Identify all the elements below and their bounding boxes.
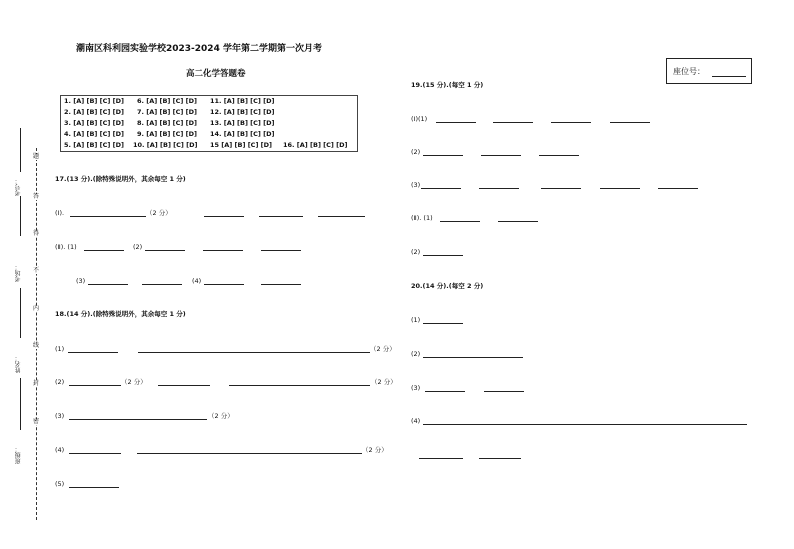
q18-part1-label: (1) bbox=[55, 345, 65, 353]
q17-part2-sub2: (2) bbox=[133, 243, 143, 251]
q17-answer-6[interactable] bbox=[145, 250, 185, 251]
choice-15[interactable]: 15 [A] [B] [C] [D] bbox=[210, 141, 273, 149]
choice-4[interactable]: 4. [A] [B] [C] [D] bbox=[64, 130, 124, 138]
q18-answer-5[interactable] bbox=[229, 385, 370, 386]
q19-answer-7[interactable] bbox=[539, 155, 579, 156]
q18-answer-2[interactable] bbox=[138, 352, 370, 353]
seat-number-label: 座位号： bbox=[673, 67, 705, 76]
q20-answer-1[interactable] bbox=[423, 323, 463, 324]
q20-heading: 20.(14 分).(每空 2 分) bbox=[411, 282, 484, 290]
seal-char-2: 答 bbox=[33, 193, 40, 200]
q18-answer-3[interactable] bbox=[69, 385, 121, 386]
name-label: 姓名： bbox=[15, 355, 22, 373]
q18-part3-points: （2 分） bbox=[208, 412, 234, 420]
q20-answer-5[interactable] bbox=[423, 424, 747, 425]
q18-part4-points: （2 分） bbox=[362, 446, 388, 454]
q19-answer-6[interactable] bbox=[481, 155, 521, 156]
q18-answer-7[interactable] bbox=[69, 453, 121, 454]
q17-part1-label: (Ⅰ). bbox=[55, 209, 65, 217]
q19-answer-2[interactable] bbox=[493, 122, 533, 123]
q20-answer-3[interactable] bbox=[425, 391, 465, 392]
seal-char-7: 封 bbox=[33, 380, 40, 387]
q20-answer-4[interactable] bbox=[484, 391, 524, 392]
q19-part2-label: (2) bbox=[411, 148, 421, 156]
choice-9[interactable]: 9. [A] [B] [C] [D] bbox=[137, 130, 197, 138]
q17-answer-8[interactable] bbox=[261, 250, 301, 251]
choice-5[interactable]: 5. [A] [B] [C] [D] bbox=[64, 141, 124, 149]
q18-answer-8[interactable] bbox=[137, 453, 362, 454]
q18-part2-label: (2) bbox=[55, 378, 65, 386]
q17-part3-label: (3) bbox=[76, 277, 86, 285]
seal-char-1: 题 bbox=[33, 153, 40, 160]
q17-answer-12[interactable] bbox=[261, 284, 301, 285]
q19-answer-12[interactable] bbox=[658, 188, 698, 189]
choice-8[interactable]: 8. [A] [B] [C] [D] bbox=[137, 119, 197, 127]
q20-answer-6[interactable] bbox=[419, 458, 463, 459]
q20-answer-7[interactable] bbox=[479, 458, 521, 459]
q18-answer-4[interactable] bbox=[158, 385, 210, 386]
choice-14[interactable]: 14. [A] [B] [C] [D] bbox=[210, 130, 275, 138]
exam-number-label: 考号： bbox=[15, 178, 22, 196]
exam-room-line bbox=[20, 288, 21, 338]
choice-2[interactable]: 2. [A] [B] [C] [D] bbox=[64, 108, 124, 116]
q18-heading: 18.(14 分).(除特殊说明外，其余每空 1 分) bbox=[55, 310, 186, 318]
exam-number-line bbox=[20, 128, 21, 172]
seal-char-6: 线 bbox=[33, 342, 40, 349]
q17-answer-5[interactable] bbox=[84, 250, 124, 251]
q19-answer-13[interactable] bbox=[440, 221, 480, 222]
q19-part4-label: (Ⅱ). (1) bbox=[411, 214, 433, 222]
q17-answer-3[interactable] bbox=[259, 216, 303, 217]
q20-part4-label: (4) bbox=[411, 417, 421, 425]
q20-part3-label: (3) bbox=[411, 384, 421, 392]
q19-part5-label: (2) bbox=[411, 248, 421, 256]
q19-answer-4[interactable] bbox=[610, 122, 650, 123]
q17-answer-4[interactable] bbox=[318, 216, 365, 217]
binding-line bbox=[36, 148, 37, 520]
q20-part2-label: (2) bbox=[411, 350, 421, 358]
seal-char-5: 内 bbox=[33, 305, 40, 312]
q19-answer-5[interactable] bbox=[423, 155, 463, 156]
q17-answer-11[interactable] bbox=[204, 284, 244, 285]
q19-heading: 19.(15 分).(每空 1 分) bbox=[411, 81, 484, 89]
q19-answer-10[interactable] bbox=[541, 188, 581, 189]
seal-char-8: 密 bbox=[33, 418, 40, 425]
q18-part2-points-2: （2 分） bbox=[371, 378, 397, 386]
exam-number-line-2 bbox=[20, 196, 21, 236]
q17-part4-label: (4) bbox=[192, 277, 202, 285]
q19-answer-8[interactable] bbox=[421, 188, 461, 189]
exam-room-label: 考场： bbox=[15, 264, 22, 282]
seat-number-field[interactable] bbox=[712, 76, 746, 77]
q17-answer-1[interactable] bbox=[70, 216, 146, 217]
q18-part1-points: （2 分） bbox=[370, 345, 396, 353]
name-line bbox=[20, 378, 21, 430]
q18-part2-points-1: （2 分） bbox=[121, 378, 147, 386]
choice-11[interactable]: 11. [A] [B] [C] [D] bbox=[210, 97, 275, 105]
choice-13[interactable]: 13. [A] [B] [C] [D] bbox=[210, 119, 275, 127]
q19-answer-9[interactable] bbox=[479, 188, 519, 189]
seat-number-box bbox=[666, 58, 752, 84]
q18-answer-6[interactable] bbox=[69, 419, 207, 420]
q18-answer-9[interactable] bbox=[69, 487, 119, 488]
choice-16[interactable]: 16. [A] [B] [C] [D] bbox=[283, 141, 348, 149]
class-label: 班级： bbox=[15, 446, 22, 464]
seal-char-4: 不 bbox=[33, 267, 40, 274]
q17-heading: 17.(13 分).(除特殊说明外，其余每空 1 分) bbox=[55, 175, 186, 183]
q19-answer-15[interactable] bbox=[423, 255, 463, 256]
q19-answer-14[interactable] bbox=[498, 221, 538, 222]
q19-answer-3[interactable] bbox=[551, 122, 591, 123]
page-title: 潮南区科利园实验学校2023-2024 学年第二学期第一次月考 bbox=[76, 44, 322, 54]
q17-answer-7[interactable] bbox=[203, 250, 243, 251]
choice-6[interactable]: 6. [A] [B] [C] [D] bbox=[137, 97, 197, 105]
q19-answer-1[interactable] bbox=[436, 122, 476, 123]
q17-answer-10[interactable] bbox=[142, 284, 182, 285]
q17-answer-9[interactable] bbox=[88, 284, 128, 285]
choice-7[interactable]: 7. [A] [B] [C] [D] bbox=[137, 108, 197, 116]
q18-part3-label: (3) bbox=[55, 412, 65, 420]
q20-answer-2[interactable] bbox=[423, 357, 523, 358]
choice-3[interactable]: 3. [A] [B] [C] [D] bbox=[64, 119, 124, 127]
q18-part4-label: (4) bbox=[55, 446, 65, 454]
q17-answer-2[interactable] bbox=[204, 216, 244, 217]
choice-1[interactable]: 1. [A] [B] [C] [D] bbox=[64, 97, 124, 105]
q19-part1-label: (Ⅰ)(1) bbox=[411, 115, 428, 123]
q17-part1-points: （2 分） bbox=[146, 209, 172, 217]
q19-part3-label: (3) bbox=[411, 181, 421, 189]
q19-answer-11[interactable] bbox=[600, 188, 640, 189]
q17-part2-label: (Ⅱ). (1) bbox=[55, 243, 77, 251]
choice-12[interactable]: 12. [A] [B] [C] [D] bbox=[210, 108, 275, 116]
q18-part5-label: (5) bbox=[55, 480, 65, 488]
seal-char-3: 得 bbox=[33, 230, 40, 237]
q18-answer-1[interactable] bbox=[68, 352, 118, 353]
choice-10[interactable]: 10. [A] [B] [C] [D] bbox=[133, 141, 198, 149]
q20-part1-label: (1) bbox=[411, 316, 421, 324]
page-subtitle: 高二化学答题卷 bbox=[186, 69, 246, 79]
